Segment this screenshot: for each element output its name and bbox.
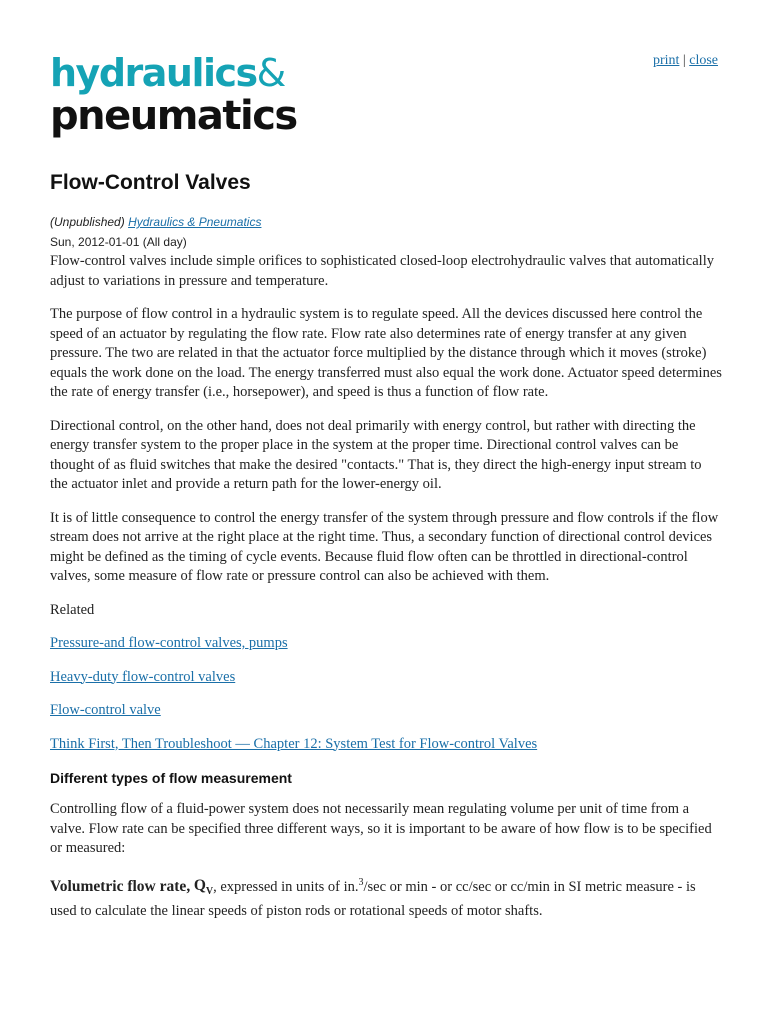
section-heading: Different types of flow measurement (50, 770, 292, 786)
paragraph: Directional control, on the other hand, does not deal primarily with energy control, but rather with directing the energy transfer system to the proper place in the system at the proper time. Directional control valves can be thought of as fluid switches that make the desired "contacts." That is, they direct the high-energy input stream to the actuator inlet and provide a return path for the lower-energy oil. (50, 417, 702, 492)
article (50, 168, 722, 935)
volumetric-term: Volumetric flow rate (50, 877, 187, 895)
status-label: (Unpublished) (50, 215, 125, 229)
nav-separator: | (682, 53, 686, 68)
related-item (50, 668, 722, 688)
print-link[interactable]: print (652, 53, 680, 68)
paragraph: It is of little consequence to control the energy transfer of the system through pressure and flow controls if the flow stream does not arrive at the right place at the right time. Thus, a secondary function of directional control devices might be defined as the timing of cycle events. Because fluid flow often can be throttled in directional-control valves, some measure of flow rate or pressure control can also be achieved with them. (50, 509, 719, 584)
volumetric-text-before: , expressed in units of in. (213, 878, 359, 895)
related-item (50, 701, 722, 721)
flow-symbol-subscript: V (205, 886, 214, 898)
top-nav (653, 53, 718, 69)
related-label: Related (50, 601, 95, 618)
related-link[interactable]: Pressure-and flow-control valves, pumps (50, 635, 288, 651)
logo-line-2: pneumatics (50, 93, 297, 139)
logo-ampersand: & (256, 51, 285, 95)
site-logo (50, 50, 310, 150)
term-comma: , (186, 877, 191, 895)
close-link[interactable]: close (689, 53, 718, 68)
page-title: Flow-Control Valves (50, 171, 251, 194)
paragraph: The purpose of flow control in a hydraulic system is to regulate speed. All the devices discussed here control the speed of an actuator by regulating the flow rate. Flow rate also determines rate of energy transfer at any given pressure. The two are related in that the actuator force multiplied by the distance through which it moves (stroke) equals the work done on the load. The energy transferred must also equal the work done. Actuator speed determines the rate of energy transfer (i.e., horsepower), and speed is thus a function of flow rate. (50, 306, 722, 400)
source-link[interactable]: Hydraulics & Pneumatics (128, 215, 262, 229)
related-link[interactable]: Think First, Then Troubleshoot — Chapter 12: System Test for Flow-control Valves (50, 735, 538, 752)
section-intro: Controlling flow of a fluid-power system does not necessarily mean regulating volume per unit of time from a valve. Flow rate can be specified three different ways, so it is important to be aware of how flow is to be specified or measured: (50, 801, 712, 856)
related-link[interactable]: Heavy-duty flow-control valves (50, 668, 236, 685)
related-item (50, 634, 722, 654)
article-meta (50, 212, 722, 232)
related-item (50, 735, 722, 755)
related-link[interactable]: Flow-control valve (50, 702, 161, 718)
logo-word-hydraulics: hydraulics (50, 51, 257, 95)
volumetric-text-after: /sec or min - or cc/sec or cc/min in SI metric measure - is used to calculate the linear speeds of piston rods or rotational speeds of motor shafts. (50, 878, 696, 919)
cubic-superscript: 3 (358, 876, 364, 888)
article-date: Sun, 2012-01-01 (All day) (50, 235, 187, 249)
flow-symbol: $Q_V$ (193, 877, 214, 898)
volumetric-definition (50, 873, 722, 922)
paragraph: Flow-control valves include simple orifices to sophisticated closed-loop electrohydraulic valves that automatically adjust to variations in pressure and temperature. (50, 253, 714, 289)
